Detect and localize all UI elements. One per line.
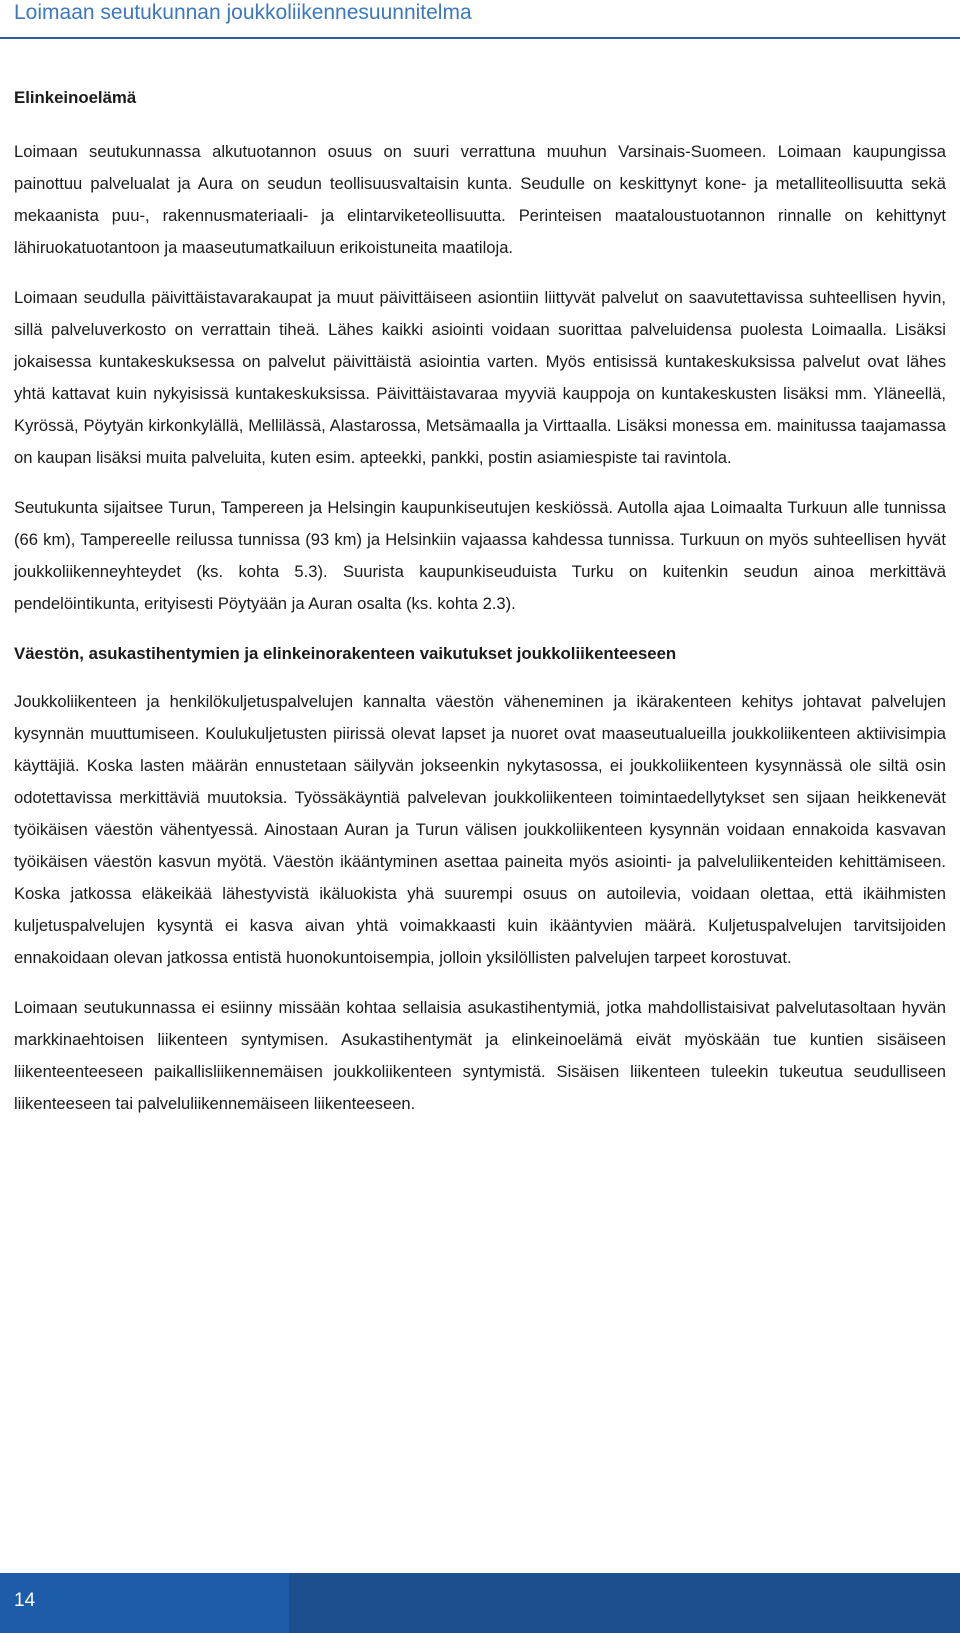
footer-bar-right [289, 1573, 960, 1633]
section-elinkeinoelama [14, 82, 946, 620]
section-heading: Elinkeinoelämä [14, 88, 137, 107]
page-number: 14 [14, 1590, 36, 1611]
page-footer [0, 1573, 960, 1633]
paragraph: Joukkoliikenteen ja henkilökuljetuspalvelujen kannalta väestön väheneminen ja ikärakenteen kehitys johtavat palvelujen kysynnän muuttumiseen. Koulukuljetusten piirissä olevat lapset ja nuoret ovat maaseutualueilla joukkoliikenteen aktiivisimpia käyttäjiä. Koska lasten määrän ennustetaan säilyvän jokseenkin nykytasossa, ei joukkoliikenteen kysynnässä ole siltä osin odotettavissa merkittäviä muutoksia. Työssäkäyntiä palvelevan joukkoliikenteen toimintaedellytykset sen sijaan heikkenevät työikäisen väestön vähentyessä. Ainostaan Auran ja Turun välisen joukkoliikenteen kysynnän voidaan ennakoida kasvavan työikäisen väestön kasvun myötä. Väestön ikääntyminen asettaa paineita myös asiointi- ja palveluliikenteiden kehittämiseen. Koska jatkossa eläkeikää lähestyvistä ikäluokista yhä suurempi osuus on autoilevia, voidaan olettaa, että ikäihmisten kuljetuspalvelujen kysyntä ei kasva aivan yhtä voimakkaasti kuin ikääntyvien määrä. Kuljetuspalvelujen tarvitsijoiden ennakoidaan olevan jatkossa entistä huonokuntoisempia, jolloin yksilöllisten palvelujen tarpeet korostuvat. [14, 692, 946, 967]
header-divider [0, 37, 960, 39]
page-content [14, 82, 946, 1138]
section-heading: Väestön, asukastihentymien ja elinkeinorakenteen vaikutukset joukkoliikenteeseen [14, 644, 677, 663]
paragraph: Loimaan seutukunnassa alkutuotannon osuus on suuri verrattuna muuhun Varsinais-Suomeen. Loimaan kaupungissa painottuu palvelualat ja Aura on seudun teollisuusvaltaisin kunta. Seudulle on keskittynyt kone- ja metalliteollisuutta sekä mekaanista puu-, rakennusmateriaali- ja elintarviketeollisuutta. Perinteisen maataloustuotannon rinnalle on kehittynyt lähiruokatuotantoon ja maaseutumatkailuun erikoistuneita maatiloja. [14, 142, 946, 257]
paragraph: Loimaan seudulla päivittäistavarakaupat ja muut päivittäiseen asiontiin liittyvät palvelut on saavutettavissa suhteellisen hyvin, sillä palveluverkosto on verrattain tiheä. Lähes kaikki asiointi voidaan suorittaa palveluidensa puolesta Loimaalla. Lisäksi jokaisessa kuntakeskuksessa on palvelut päivittäistä asiointia varten. Myös entisissä kuntakeskuksissa palvelut ovat lähes yhtä kattavat kuin nykyisissä kuntakeskuksissa. Päivittäistavaraa myyviä kauppoja on kuntakeskusten lisäksi mm. Yläneellä, Kyrössä, Pöytyän kirkonkylällä, Mellilässä, Alastarossa, Metsämaalla ja Virttaalla. Lisäksi monessa em. mainitussa taajamassa on kaupan lisäksi muita palveluita, kuten esim. apteekki, pankki, postin asiamiespiste tai ravintola. [14, 288, 946, 467]
paragraph: Loimaan seutukunnassa ei esiinny missään kohtaa sellaisia asukastihentymiä, jotka mahdollistaisivat palvelutasoltaan hyvän markkinaehtoisen liikenteen syntymisen. Asukastihentymät ja elinkeinoelämä eivät myöskään tue kuntien sisäiseen liikenteenteeseen paikallisliikennemäisen joukkoliikenteen syntymistä. Sisäisen liikenteen tuleekin tukeutua seudulliseen liikenteeseen tai palveluliikennemäiseen liikenteeseen. [14, 998, 946, 1113]
section-vaikutukset [14, 638, 946, 1120]
paragraph: Seutukunta sijaitsee Turun, Tampereen ja Helsingin kaupunkiseutujen keskiössä. Autolla ajaa Loimaalta Turkuun alle tunnissa (66 km), Tampereelle reilussa tunnissa (93 km) ja Helsinkiin vajaassa kahdessa tunnissa. Turkuun on myös suhteellisen hyvät joukkoliikenneyhteydet (ks. kohta 5.3). Suurista kaupunkiseuduista Turku on kuitenkin seudun ainoa merkittävä pendelöintikunta, erityisesti Pöytyään ja Auran osalta (ks. kohta 2.3). [14, 498, 946, 613]
footer-bar-left [0, 1573, 289, 1633]
page-header [0, 0, 960, 40]
document-title: Loimaan seutukunnan joukkoliikennesuunnitelma [14, 1, 472, 24]
